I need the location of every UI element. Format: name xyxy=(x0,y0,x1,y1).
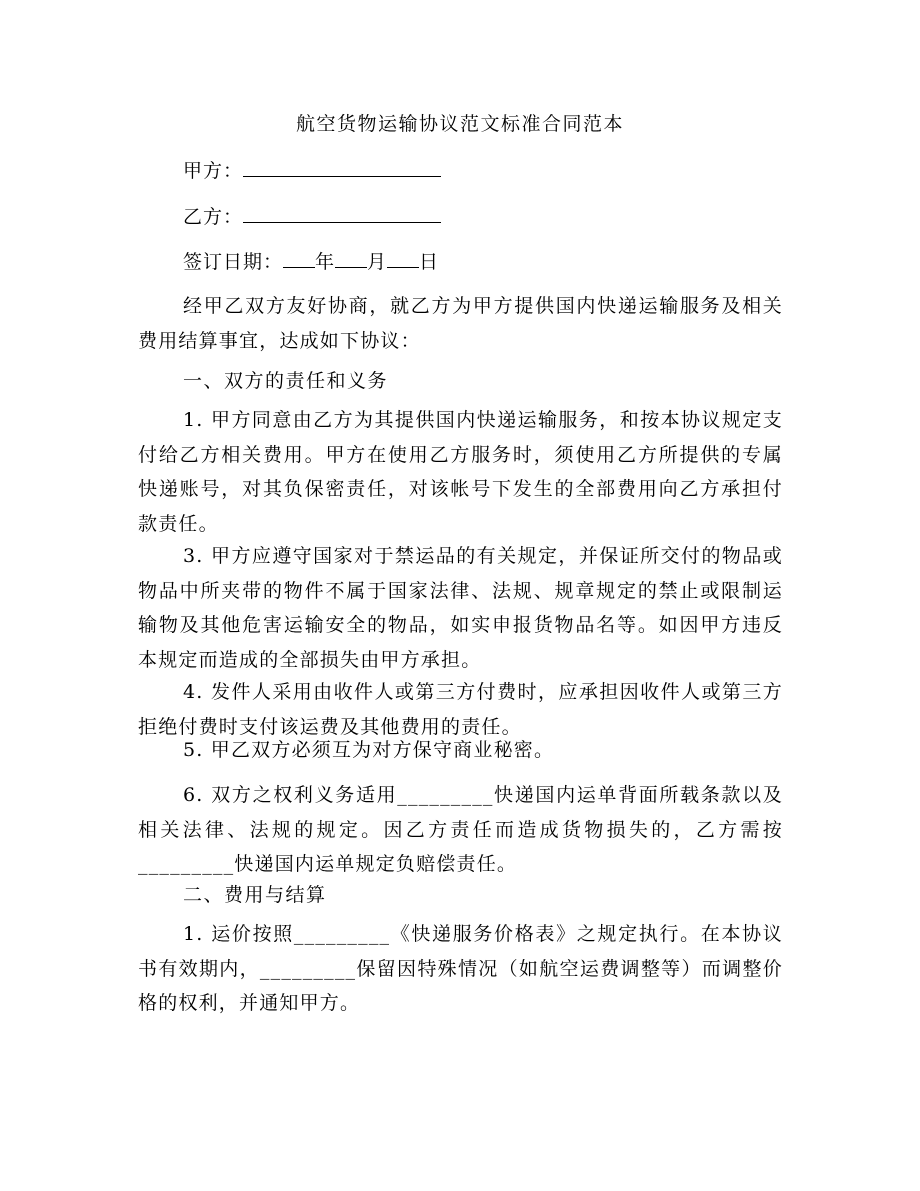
year-blank xyxy=(283,249,315,268)
party-b-blank xyxy=(243,204,441,223)
sign-date-field xyxy=(183,249,439,274)
party-a-label: 甲方： xyxy=(183,160,244,182)
document-title: 航空货物运输协议范文标准合同范本 xyxy=(295,113,624,135)
day-blank xyxy=(387,249,419,268)
party-b-label: 乙方： xyxy=(183,206,244,228)
section1-heading: 一、双方的责任和义务 xyxy=(183,370,389,392)
party-b-field xyxy=(183,204,441,229)
sign-date-label: 签订日期： xyxy=(183,251,284,273)
month-blank xyxy=(335,249,367,268)
clause-1-4: 4. 发件人采用由收件人或第三方付费时，应承担因收件人或第三方拒绝付费时支付该运费及其他费用的责任。 xyxy=(138,681,783,738)
clause-1-5: 5. 甲乙双方必须互为对方保守商业秘密。 xyxy=(183,739,555,761)
clause-1-3: 3. 甲方应遵守国家对于禁运品的有关规定，并保证所交付的物品或物品中所夹带的物件不属于国家法律、法规、规章规定的禁止或限制运输物及其他危害运输安全的物品，如实申报货物品名等。如因甲方违反本规定而造成的全部损失由甲方承担。 xyxy=(138,545,783,671)
clause-1-6: 6. 双方之权利义务适用_________快递国内运单背面所载条款以及相关法律、法规的规定。因乙方责任而造成货物损失的，乙方需按_________快递国内运单规定负赔偿责任。 xyxy=(138,784,783,875)
year-label: 年 xyxy=(315,251,336,273)
clause-1-1: 1. 甲方同意由乙方为其提供国内快递运输服务，和按本协议规定支付给乙方相关费用。甲方在使用乙方服务时，须使用乙方所提供的专属快递账号，对其负保密责任，对该帐号下发生的全部费用向乙方承担付款责任。 xyxy=(138,409,783,535)
day-label: 日 xyxy=(419,251,440,273)
party-a-field xyxy=(183,158,441,183)
clause-2-1: 1. 运价按照_________《快递服务价格表》之规定执行。在本协议书有效期内，_________保留因特殊情况（如航空运费调整等）而调整价格的权利，并通知甲方。 xyxy=(138,923,783,1014)
section2-heading: 二、费用与结算 xyxy=(183,884,327,906)
month-label: 月 xyxy=(367,251,388,273)
party-a-blank xyxy=(243,158,441,177)
intro-paragraph: 经甲乙双方友好协商，就乙方为甲方提供国内快递运输服务及相关费用结算事宜，达成如下协议： xyxy=(138,295,783,352)
